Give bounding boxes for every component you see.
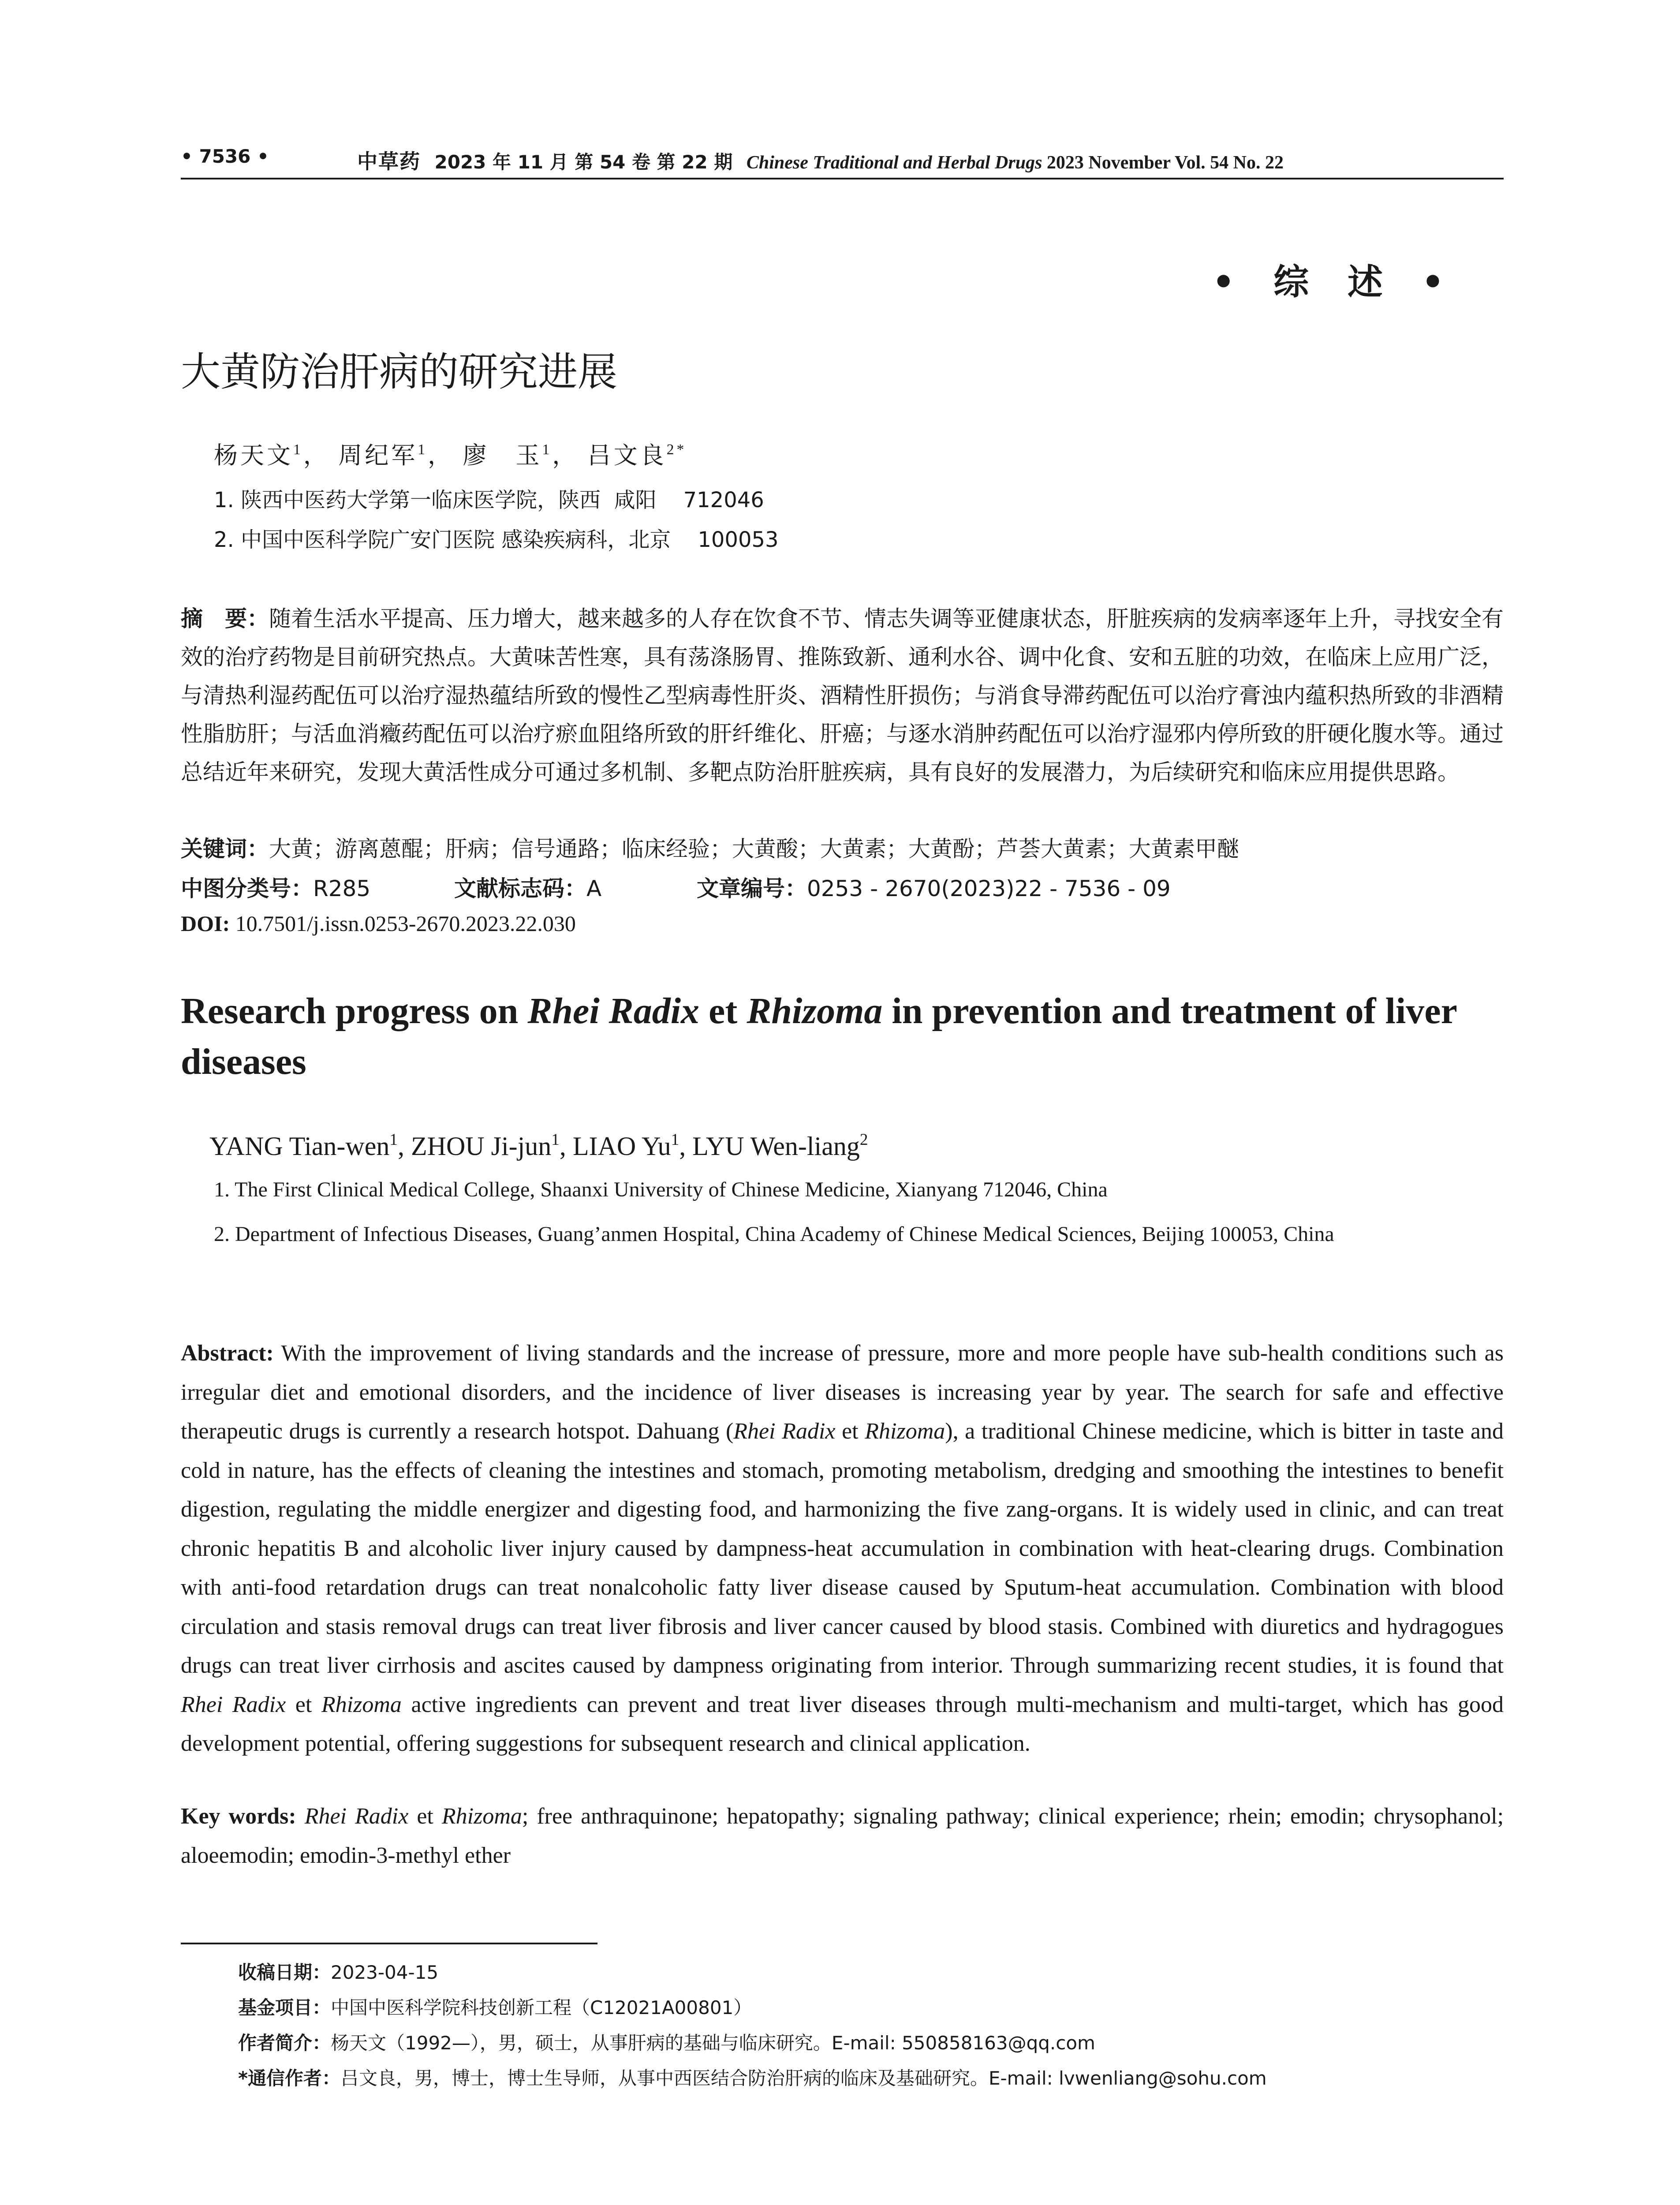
- abstract-en-text: active ingredients can prevent and treat liver diseases through multi-mechanism and multi-target, which has good development potential, offering suggestions for subsequent research and clinical application.: [181, 1692, 1504, 1756]
- footnote-label: 收稿日期：: [238, 1962, 331, 1983]
- keywords-en-text: ; free anthraquinone; hepatopathy; signaling pathway; clinical experience; rhein; emodin; chrysophanol; aloeemodin; emodin-3-methyl ether: [181, 1804, 1504, 1868]
- classification-line: [181, 871, 1171, 903]
- clc-label: 中图分类号：: [181, 876, 313, 901]
- abstract-cn-label: 摘 要：: [181, 606, 269, 632]
- title-en-text: et: [699, 990, 747, 1031]
- footnote-text: 2023-04-15: [331, 1962, 439, 1983]
- author-affil-mark: 1: [551, 1131, 560, 1149]
- doi-value[interactable]: 10.7501/j.issn.0253-2670.2023.22.030: [235, 911, 576, 936]
- footnote-label: *通信作者：: [238, 2067, 340, 2089]
- running-header: [181, 146, 1504, 172]
- author-en: LIAO Yu: [572, 1132, 671, 1161]
- author-affil-mark: 1: [542, 441, 553, 458]
- doc-code-label: 文献标志码：: [454, 876, 586, 901]
- header-rule: [181, 178, 1504, 179]
- abstract-en-latin: Rhizoma: [321, 1692, 402, 1717]
- author-affil-mark: 1: [389, 1131, 398, 1149]
- author-cn: 周纪军: [338, 442, 418, 469]
- author-separator: ，: [303, 442, 330, 469]
- doi-line: [181, 911, 576, 936]
- issue-cn: 2023 年 11 月 第 54 卷 第 22 期: [434, 151, 733, 173]
- footnote-author-bio: [238, 2029, 1095, 2055]
- footnote-funding: [238, 1993, 752, 2020]
- journal-cn-name: 中草药: [357, 149, 421, 173]
- clc-value: R285: [313, 876, 371, 901]
- author-cn: 廖 玉: [463, 442, 542, 469]
- title-en-latin: Rhizoma: [747, 990, 883, 1031]
- abstract-en-text: With the improvement of living standards and the increase of pressure, more and more people have sub-health conditions such as irregular diet and emotional disorders, and the incidence of liver diseases is increasing year by year. The search for safe and effective therapeutic drugs is currently a research hotspot. Dahuang (: [181, 1341, 1504, 1444]
- author-affil-mark: 1: [418, 441, 428, 458]
- article-title-cn: 大黄防治肝病的研究进展: [181, 349, 617, 395]
- abstract-en-text: et: [286, 1692, 321, 1717]
- author-separator: ，: [427, 442, 454, 469]
- keywords-en-text: et: [408, 1804, 442, 1829]
- affiliation-en: 1. The First Clinical Medical College, Shaanxi University of Chinese Medicine, Xianyang 712046, China: [214, 1178, 1108, 1201]
- affiliation-cn: 1. 陕西中医药大学第一临床医学院，陕西 咸阳 712046: [214, 488, 764, 512]
- title-en-latin: Rhei Radix: [527, 990, 700, 1031]
- keywords-en: [181, 1797, 1504, 1875]
- affiliation-cn: 2. 中国中医科学院广安门医院 感染疾病科，北京 100053: [214, 527, 779, 552]
- author-affil-mark: 1: [293, 441, 303, 458]
- journal-en-name: Chinese Traditional and Herbal Drugs: [746, 153, 1042, 173]
- footnote-text: 杨天文（1992—），男，硕士，从事肝病的基础与临床研究。E-mail: 550858163@qq.com: [331, 2032, 1095, 2054]
- keywords-cn-text: 大黄；游离蒽醌；肝病；信号通路；临床经验；大黄酸；大黄素；大黄酚；芦荟大黄素；大黄素甲醚: [269, 836, 1239, 862]
- abstract-cn-text: 随着生活水平提高、压力增大，越来越多的人存在饮食不节、情志失调等亚健康状态，肝脏疾病的发病率逐年上升，寻找安全有效的治疗药物是目前研究热点。大黄味苦性寒，具有荡涤肠胃、推陈致新、通利水谷、调中化食、安和五脏的功效，在临床上应用广泛，与清热利湿药配伍可以治疗湿热蕴结所致的慢性乙型病毒性肝炎、酒精性肝损伤；与消食导滞药配伍可以治疗膏浊内蕴积热所致的非酒精性脂肪肝；与活血消癥药配伍可以治疗瘀血阻络所致的肝纤维化、肝癌；与逐水消肿药配伍可以治疗湿邪内停所致的肝硬化腹水等。通过总结近年来研究，发现大黄活性成分可通过多机制、多靶点防治肝脏疾病，具有良好的发展潜力，为后续研究和临床应用提供思路。: [181, 606, 1504, 785]
- abstract-cn: [181, 600, 1504, 792]
- author-affil-mark: 1: [671, 1131, 679, 1149]
- abstract-en-latin: Rhei Radix: [733, 1419, 836, 1444]
- footnote-received: [238, 1958, 438, 1984]
- issue-en: 2023 November Vol. 54 No. 22: [1046, 153, 1284, 173]
- title-en-text: Research progress on: [181, 990, 528, 1031]
- author-separator: ,: [679, 1132, 693, 1161]
- author-cn: 杨天文: [214, 442, 293, 469]
- journal-info: [357, 146, 1284, 175]
- keywords-cn: [181, 831, 1239, 863]
- footnote-text: 中国中医科学院科技创新工程（C12021A00801）: [331, 1997, 752, 2018]
- abstract-en-latin: Rhizoma: [865, 1419, 945, 1444]
- footnote-label: 作者简介：: [238, 2032, 331, 2054]
- abstract-en-latin: Rhei Radix: [181, 1692, 286, 1717]
- abstract-en-text: ), a traditional Chinese medicine, which is bitter in taste and cold in nature, has the effects of cleaning the intestines and stomach, promoting metabolism, dredging and smoothing the intestines to benefit digestion, regulating the middle energizer and digesting food, and harmonizing the five zang-organs. It is widely used in clinic, and can treat chronic hepatitis B and alcoholic liver injury caused by dampness-heat accumulation in combination with heat-clearing drugs. Combination with anti-food retardation drugs can treat nonalcoholic fatty liver disease caused by Sputum-heat accumulation. Combination with blood circulation and stasis removal drugs can treat liver fibrosis and liver cancer caused by blood stasis. Combined with diuretics and hydragogues drugs can treat liver cirrhosis and ascites caused by dampness originating from interior. Through summarizing recent studies, it is found that: [181, 1419, 1504, 1678]
- title-en-text: in prevention and treatment of liver diseases: [181, 990, 1457, 1082]
- abstract-en-text: et: [835, 1419, 865, 1444]
- author-affil-mark: 2*: [666, 441, 687, 458]
- footnote-corresponding-author: [238, 2064, 1267, 2090]
- author-cn: 吕文良: [587, 442, 667, 469]
- footnote-rule: [181, 1943, 597, 1944]
- section-label: • 综 述 •: [1212, 262, 1457, 303]
- footnote-label: 基金项目：: [238, 1997, 331, 2018]
- author-affil-mark: 2: [859, 1131, 868, 1149]
- keywords-cn-label: 关键词：: [181, 836, 269, 862]
- author-en: YANG Tian-wen: [209, 1132, 390, 1161]
- keywords-en-latin: Rhei Radix: [304, 1804, 409, 1829]
- author-en: ZHOU Ji-jun: [411, 1132, 552, 1161]
- author-separator: ,: [559, 1132, 573, 1161]
- keywords-en-label: Key words:: [181, 1804, 296, 1829]
- article-number-value: 0253 - 2670(2023)22 - 7536 - 09: [807, 876, 1171, 901]
- abstract-en: [181, 1334, 1504, 1764]
- authors-en: [209, 1131, 868, 1162]
- author-separator: ，: [552, 442, 579, 469]
- doc-code-value: A: [586, 876, 602, 901]
- page-number: • 7536 •: [181, 146, 269, 167]
- author-separator: ,: [397, 1132, 411, 1161]
- keywords-en-latin: Rhizoma: [441, 1804, 522, 1829]
- affiliation-en: 2. Department of Infectious Diseases, Guang’anmen Hospital, China Academy of Chinese Medical Sciences, Beijing 100053, China: [214, 1222, 1334, 1246]
- authors-cn: [214, 437, 687, 471]
- footnote-text: 吕文良，男，博士，博士生导师，从事中西医结合防治肝病的临床及基础研究。E-mail: lvwenliang@sohu.com: [340, 2067, 1267, 2089]
- doi-label: DOI:: [181, 911, 230, 936]
- article-title-en: [181, 986, 1504, 1087]
- article-number-label: 文章编号：: [697, 876, 807, 901]
- author-en: LYU Wen-liang: [692, 1132, 860, 1161]
- abstract-en-label: Abstract:: [181, 1341, 274, 1366]
